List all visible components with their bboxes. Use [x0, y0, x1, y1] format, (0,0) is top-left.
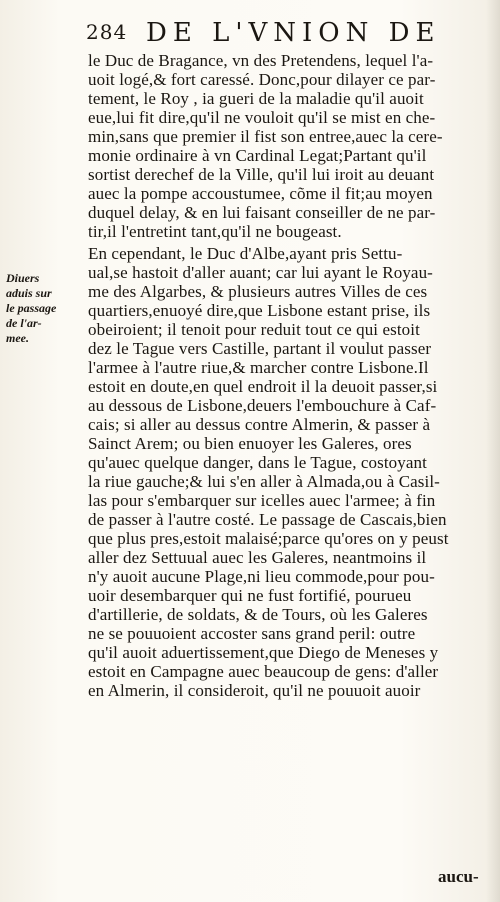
text-line: tement, le Roy , ia gueri de la maladie qu'il auoit	[88, 89, 424, 108]
text-line: Sainct Arem; ou bien enuoyer les Galeres, ores	[88, 434, 412, 453]
text-line: las pour s'embarquer sur icelles auec l'armee; à fin	[88, 491, 436, 510]
text-line: aller dez Settuual auec les Galeres, neantmoins il	[88, 548, 427, 567]
text-line: uoir desembarquer qui ne fust fortifié, pourueu	[88, 586, 412, 605]
text-line: tir,il l'entretint tant,qu'il ne bougeast.	[88, 222, 342, 241]
text-line: sortist derechef de la Ville, qu'il lui iroit au deuant	[88, 165, 435, 184]
text-line: me des Algarbes, & plusieurs autres Villes de ces	[88, 282, 428, 301]
page-header	[86, 18, 486, 48]
catchword: aucu-	[438, 867, 479, 886]
text-line: uoit logé,& fort caressé. Donc,pour dilayer ce par-	[88, 70, 436, 89]
text-line: l'armee à l'autre riue,& marcher contre Lisbone.Il	[88, 358, 429, 377]
text-line: ne se pouuoient accoster sans grand peril: outre	[88, 624, 416, 643]
paragraph	[88, 244, 498, 700]
body-text	[88, 51, 498, 700]
margin-note-line: Diuers	[6, 271, 40, 285]
text-line: min,sans que premier il fist son entree,auec la cere-	[88, 127, 443, 146]
text-line: au dessous de Lisbone,deuers l'embouchure à Caf-	[88, 396, 437, 415]
text-line: eue,lui fit dire,qu'il ne vouloit qu'il se mist en che-	[88, 108, 436, 127]
paragraph	[88, 51, 498, 241]
running-title: DE L'VNION DE	[146, 18, 441, 48]
text-line: en Almerin, il consideroit, qu'il ne pouuoit auoir	[88, 681, 421, 700]
text-line: En cependant, le Duc d'Albe,ayant pris Settu-	[88, 244, 403, 263]
text-line: monie ordinaire à vn Cardinal Legat;Partant qu'il	[88, 146, 427, 165]
margin-note-line: mee.	[6, 331, 29, 345]
margin-note-line: aduis sur	[6, 286, 52, 300]
text-line: ual,se hastoit d'aller auant; car lui ayant le Royau-	[88, 263, 433, 282]
text-line: n'y auoit aucune Plage,ni lieu commode,pour pou-	[88, 567, 435, 586]
text-line: auec la pompe accoustumee, cõme il fit;au moyen	[88, 184, 433, 203]
margin-note-line: de l'ar-	[6, 316, 42, 330]
margin-note-line: le passage	[6, 301, 57, 315]
page-edge-shadow	[486, 0, 500, 902]
text-line: de passer à l'autre costé. Le passage de Cascais,bien	[88, 510, 447, 529]
text-line: quartiers,enuoyé dire,que Lisbone estant prise, ils	[88, 301, 431, 320]
text-line: que plus pres,estoit malaisé;parce qu'ores on y peust	[88, 529, 449, 548]
text-line: d'artillerie, de soldats, & de Tours, où les Galeres	[88, 605, 428, 624]
text-line: dez le Tague vers Castille, partant il voulut passer	[88, 339, 432, 358]
text-line: qu'il auoit aduertissement,que Diego de Meneses y	[88, 643, 439, 662]
text-line: cais; si aller au dessus contre Almerin, & passer à	[88, 415, 431, 434]
page-number: 284	[86, 20, 128, 44]
text-line: estoit en Campagne auec beaucoup de gens: d'aller	[88, 662, 439, 681]
text-line: duquel delay, & en lui faisant conseiller de ne par-	[88, 203, 436, 222]
text-line: estoit en doute,en quel endroit il la deuoit passer,si	[88, 377, 438, 396]
text-line: le Duc de Bragance, vn des Pretendens, lequel l'a-	[88, 51, 434, 70]
text-line: la riue gauche;& lui s'en aller à Almada,ou à Casil-	[88, 472, 440, 491]
text-line: qu'auec quelque danger, dans le Tague, costoyant	[88, 453, 427, 472]
margin-note	[6, 271, 80, 346]
text-line: obeiroient; il tenoit pour reduit tout ce qui estoit	[88, 320, 420, 339]
